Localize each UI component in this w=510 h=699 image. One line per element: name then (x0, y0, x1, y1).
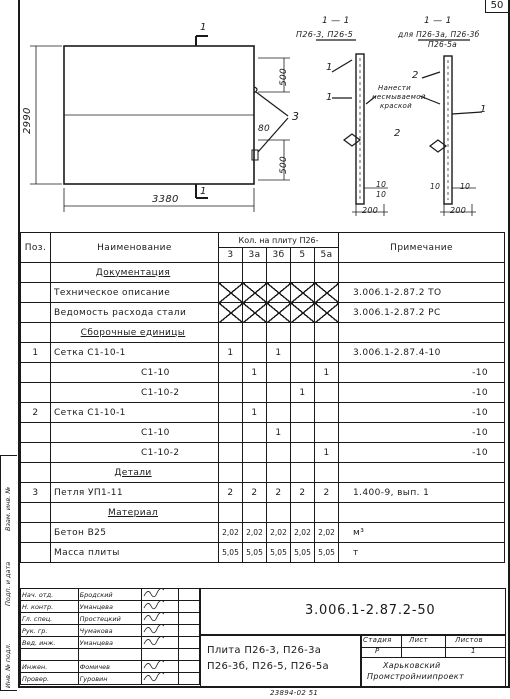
row-pos (21, 383, 51, 403)
row-name: Сетка С1-10-1 (51, 403, 219, 423)
table-row (21, 403, 505, 423)
table-row (21, 423, 505, 443)
row-qty (315, 343, 339, 363)
row-qty (315, 403, 339, 423)
table-row (21, 323, 505, 343)
signature-sign (142, 601, 178, 613)
row-qty (315, 383, 339, 403)
row-qty (291, 283, 315, 303)
row-qty (291, 263, 315, 283)
row-qty (315, 283, 339, 303)
header-col-5: 5 (291, 248, 315, 263)
row-pos (21, 363, 51, 383)
row-qty (219, 303, 243, 323)
row-qty (291, 463, 315, 483)
row-qty (291, 343, 315, 363)
signature-scribble (143, 601, 165, 610)
section2-title-b: для П26-3а, П26-3б (398, 30, 480, 39)
header-note: Примечание (339, 233, 505, 263)
section2-title-c: П26-5а (428, 40, 458, 49)
row-name: Петля УП1-11 (51, 483, 219, 503)
row-note: 1.400-9, вып. 1 (339, 483, 505, 503)
row-name: Бетон В25 (51, 523, 219, 543)
signature-sign (142, 637, 178, 649)
row-note: 3.006.1-2.87.4-10 (339, 343, 505, 363)
signature-name (78, 649, 142, 661)
dim-10: 10 (460, 182, 471, 191)
dim-width: 3380 (152, 194, 179, 205)
row-qty (219, 443, 243, 463)
table-row (21, 363, 505, 383)
row-qty (267, 383, 291, 403)
signature-role: Гл. спец. (21, 613, 79, 625)
organization: Харьковский (383, 661, 441, 670)
side-label: Взам. инв. № (4, 486, 12, 531)
row-qty (267, 403, 291, 423)
signature-role: Инжен. (21, 661, 79, 673)
signature-sign (142, 649, 178, 661)
row-name: С1-10 (51, 363, 219, 383)
row-note (339, 323, 505, 343)
callout-1-right: 1 (480, 104, 487, 115)
signature-table (20, 588, 200, 685)
row-qty (219, 283, 243, 303)
table-row (21, 503, 505, 523)
row-qty (267, 303, 291, 323)
row-qty (291, 303, 315, 323)
document-code: 3.006.1-2.87.2-50 (305, 603, 436, 618)
row-qty: 5,05 (243, 543, 267, 563)
signature-scribble (143, 589, 165, 598)
side-binding-box (0, 455, 17, 691)
row-qty (267, 463, 291, 483)
row-qty: 5,05 (315, 543, 339, 563)
table-row (21, 383, 505, 403)
row-qty (219, 323, 243, 343)
row-qty (291, 403, 315, 423)
bottom-code: 23894-02 51 (270, 689, 319, 697)
cut-mark-top: 1 (200, 22, 207, 33)
side-label: Подп. и дата (4, 561, 12, 606)
signature-date (178, 625, 199, 637)
row-pos (21, 503, 51, 523)
signature-role: Н. контр. (21, 601, 79, 613)
row-pos (21, 543, 51, 563)
row-qty (243, 323, 267, 343)
dim-10: 10 (430, 182, 441, 191)
row-pos (21, 263, 51, 283)
row-qty: 2 (315, 483, 339, 503)
row-qty (219, 503, 243, 523)
cut-mark-bottom: 1 (200, 186, 207, 197)
row-pos: 3 (21, 483, 51, 503)
row-qty (315, 423, 339, 443)
row-qty (291, 323, 315, 343)
signature-name: Чумакова (78, 625, 142, 637)
row-name: С1-10-2 (51, 443, 219, 463)
row-name: Сетка С1-10-1 (51, 343, 219, 363)
table-row (21, 263, 505, 283)
header-pos: Поз. (21, 233, 51, 263)
row-qty: 1 (315, 443, 339, 463)
row-qty (243, 263, 267, 283)
row-pos (21, 283, 51, 303)
sheets-value: 1 (471, 647, 476, 655)
row-qty (219, 363, 243, 383)
row-note (339, 263, 505, 283)
paint-note: несмываемой (372, 93, 426, 101)
dim-80: 80 (258, 124, 271, 134)
signature-scribble (143, 661, 165, 670)
signature-date (178, 637, 199, 649)
row-qty: 2 (291, 483, 315, 503)
specification-table (20, 232, 505, 563)
row-pos: 1 (21, 343, 51, 363)
page-number: 50 (485, 0, 508, 13)
row-qty (267, 283, 291, 303)
table-row (21, 303, 505, 323)
signature-name: Бродский (78, 589, 142, 601)
dim-10: 10 (376, 180, 387, 189)
section1-title-a: 1 — 1 (322, 16, 350, 26)
table-row (21, 283, 505, 303)
paint-note: Нанести (378, 84, 412, 92)
table-row (21, 443, 505, 463)
row-qty (267, 503, 291, 523)
signature-date (178, 649, 199, 661)
signature-date (178, 601, 199, 613)
row-qty: 2,02 (315, 523, 339, 543)
row-qty (219, 423, 243, 443)
header-name: Наименование (51, 233, 219, 263)
row-qty (267, 323, 291, 343)
signature-name: Гуровин (78, 673, 142, 685)
signature-row (21, 613, 200, 625)
product-title: Плита П26-3, П26-3а (207, 645, 322, 656)
row-pos (21, 443, 51, 463)
callout-2-right: 2 (394, 128, 401, 139)
row-qty (315, 503, 339, 523)
signature-date (178, 673, 199, 685)
row-qty (291, 423, 315, 443)
dim-10: 10 (376, 190, 387, 199)
signature-row (21, 637, 200, 649)
row-qty (243, 503, 267, 523)
row-note: -10 (339, 383, 505, 403)
table-row (21, 463, 505, 483)
callout-3: 3 (292, 110, 300, 123)
section2-title-a: 1 — 1 (424, 16, 452, 26)
row-qty (243, 283, 267, 303)
signature-date (178, 589, 199, 601)
signature-sign (142, 661, 178, 673)
row-qty (219, 383, 243, 403)
signature-scribble (143, 625, 165, 634)
row-note (339, 503, 505, 523)
dim-200: 200 (450, 206, 467, 215)
side-label: Инв. № подл. (4, 643, 12, 688)
sheet-label: Лист (409, 636, 428, 644)
row-note: -10 (339, 403, 505, 423)
row-qty (219, 263, 243, 283)
header-col-3b: 3б (267, 248, 291, 263)
row-note: -10 (339, 423, 505, 443)
row-qty (315, 263, 339, 283)
dim-500-top: 500 (279, 67, 289, 86)
row-qty (243, 463, 267, 483)
row-qty: 5,05 (267, 543, 291, 563)
row-qty: 1 (243, 403, 267, 423)
dim-500-bottom: 500 (279, 155, 289, 174)
row-qty: 1 (243, 363, 267, 383)
sheets-label: Листов (455, 636, 483, 644)
row-qty: 1 (219, 343, 243, 363)
row-qty: 1 (315, 363, 339, 383)
signature-row (21, 661, 200, 673)
row-name: Материал (51, 503, 219, 523)
row-pos: 2 (21, 403, 51, 423)
row-qty (315, 323, 339, 343)
row-qty: 1 (267, 343, 291, 363)
table-row (21, 483, 505, 503)
row-note: т (339, 543, 505, 563)
signature-role: Провер. (21, 673, 79, 685)
row-pos (21, 523, 51, 543)
row-qty (315, 303, 339, 323)
signature-role: Нач. отд. (21, 589, 79, 601)
row-qty (291, 503, 315, 523)
signature-row (21, 673, 200, 685)
row-qty: 2,02 (243, 523, 267, 543)
row-name: Сборочные единицы (51, 323, 219, 343)
stamp-title-cell (200, 634, 362, 688)
signature-name: Уманцева (78, 601, 142, 613)
row-name: С1-10-2 (51, 383, 219, 403)
organization: Промстройниипроект (367, 672, 464, 681)
table-row (21, 523, 505, 543)
row-name: Техническое описание (51, 283, 219, 303)
row-qty: 2 (267, 483, 291, 503)
signature-scribble (143, 613, 165, 622)
row-pos (21, 303, 51, 323)
row-qty (243, 303, 267, 323)
signature-row (21, 625, 200, 637)
product-title: П26-3б, П26-5, П26-5а (207, 661, 329, 672)
signature-date (178, 661, 199, 673)
row-note: -10 (339, 363, 505, 383)
signature-role (21, 649, 79, 661)
header-col-3a: 3а (243, 248, 267, 263)
signature-date (178, 613, 199, 625)
signature-scribble (143, 637, 165, 646)
row-qty (243, 443, 267, 463)
signature-role: Вед. инж. (21, 637, 79, 649)
header-qty-group: Кол. на плиту П26- (219, 233, 339, 248)
row-note: 3.006.1-2.87.2 РС (339, 303, 505, 323)
stage-value: Р (375, 647, 380, 655)
row-qty (267, 443, 291, 463)
row-note: м³ (339, 523, 505, 543)
signature-row (21, 649, 200, 661)
table-header-row (21, 233, 505, 248)
row-qty: 2,02 (267, 523, 291, 543)
signature-name: Простецкий (78, 613, 142, 625)
signature-sign (142, 625, 178, 637)
callout-2: 2 (412, 70, 419, 81)
row-qty (243, 383, 267, 403)
row-pos (21, 423, 51, 443)
row-qty (243, 343, 267, 363)
row-qty (291, 363, 315, 383)
row-qty (291, 443, 315, 463)
header-col-5a: 5а (315, 248, 339, 263)
section1-title-b: П26-3, П26-5 (296, 30, 354, 39)
callout-1: 1 (326, 62, 333, 73)
signature-row (21, 601, 200, 613)
row-qty: 5,05 (219, 543, 243, 563)
signature-role: Рук. гр. (21, 625, 79, 637)
row-qty: 2,02 (291, 523, 315, 543)
dim-200: 200 (362, 206, 379, 215)
row-note (339, 463, 505, 483)
row-name: Детали (51, 463, 219, 483)
signature-sign (142, 613, 178, 625)
row-qty (267, 263, 291, 283)
row-name: Масса плиты (51, 543, 219, 563)
signature-sign (142, 589, 178, 601)
row-pos (21, 463, 51, 483)
stage-label: Стадия (363, 636, 392, 644)
row-qty (219, 463, 243, 483)
row-name: Документация (51, 263, 219, 283)
dim-height: 2990 (22, 107, 33, 134)
stamp-meta-cell (360, 634, 506, 688)
row-qty: 2 (219, 483, 243, 503)
row-note: -10 (339, 443, 505, 463)
row-name: С1-10 (51, 423, 219, 443)
table-row (21, 343, 505, 363)
row-qty: 1 (267, 423, 291, 443)
row-qty (243, 423, 267, 443)
signature-sign (142, 673, 178, 685)
signature-row (21, 589, 200, 601)
paint-note: краской (380, 102, 412, 110)
row-qty (267, 363, 291, 383)
signature-name: Фомичев (78, 661, 142, 673)
row-qty: 1 (291, 383, 315, 403)
callout-1: 1 (326, 92, 333, 103)
row-pos (21, 323, 51, 343)
header-col-3: 3 (219, 248, 243, 263)
row-qty: 2 (243, 483, 267, 503)
stamp-code-cell (200, 588, 506, 636)
row-qty (219, 403, 243, 423)
table-row (21, 543, 505, 563)
row-qty: 2,02 (219, 523, 243, 543)
row-qty (315, 463, 339, 483)
row-note: 3.006.1-2.87.2 ТО (339, 283, 505, 303)
row-qty: 5,05 (291, 543, 315, 563)
signature-scribble (143, 673, 165, 682)
signature-name: Уманцева (78, 637, 142, 649)
row-name: Ведомость расхода стали (51, 303, 219, 323)
